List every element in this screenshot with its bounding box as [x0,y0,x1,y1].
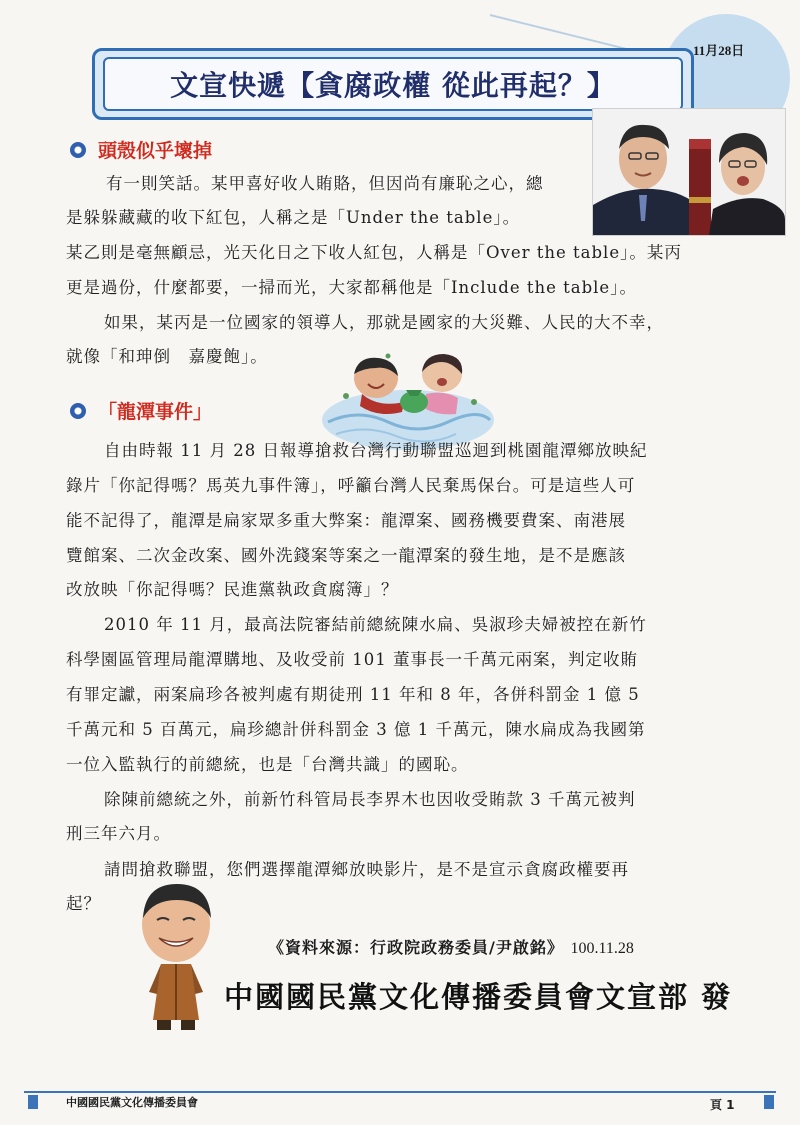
section-heading-text: 頭殼似乎壞掉 [98,140,213,162]
title-banner-inner [103,57,683,111]
paragraph-line: 一位入監執行的前總統，也是「台灣共識」的國恥。 [66,755,469,774]
caricature-avatar [135,880,217,1036]
caricature-graphic [135,880,217,1036]
paragraph-line: 千萬元和 5 百萬元，扁珍總計併科罰金 3 億 1 千萬元，陳水扁成為我國第 [66,720,646,739]
paragraph-line: 能不記得了，龍潭是扁家眾多重大弊案：龍潭案、國務機要費案、南港展 [66,511,626,530]
paragraph-line: 除陳前總統之外，前新竹科管局長李界木也因收受賄款 3 千萬元被判 [104,790,636,809]
paragraph-line: 刑三年六月。 [66,824,171,843]
politicians-photo [592,108,786,236]
paragraph-line: 是躲躲藏藏的收下紅包，人稱之是「Under the table」。 [66,208,521,227]
issue-date: 11月28日 [693,43,745,58]
politicians-photo-graphic [593,109,785,235]
paragraph-line: 請問搶救聯盟，您們選擇龍潭鄉放映影片，是不是宣示貪腐政權要再 [104,860,629,879]
paragraph-line: 起？ [66,894,101,913]
footer-organization: 中國國民黨文化傳播委員會 [66,1096,198,1109]
paragraph-line: 有一則笑話。某甲喜好收人賄賂，但因尚有廉恥之心，總 [106,174,544,193]
source-label: 《資料來源：行政院政務委員/尹啟銘》 [268,938,564,957]
paragraph-line: 科學園區管理局龍潭購地、及收受前 101 董事長一千萬元兩案，判定收賄 [66,650,638,669]
source-citation [268,935,634,958]
cartoon-graphic [318,350,494,454]
paragraph-line: 有罪定讞，兩案扁珍各被判處有期徒刑 11 年和 8 年，各併科罰金 1 億 5 [66,685,640,704]
page-number: 頁 1 [710,1098,735,1112]
paragraph-line: 2010 年 11 月，最高法院審結前總統陳水扁、吳淑珍夫婦被控在新竹 [104,615,647,634]
section-heading-2 [70,397,212,424]
footer-square-left [28,1095,38,1109]
cartoon-illustration [318,350,494,454]
footer-square-right [764,1095,774,1109]
paragraph-line: 改放映「你記得嗎？民進黨執政貪腐簿」？ [66,580,399,599]
blue-bullet-icon [70,403,86,419]
section-heading-text: 「龍潭事件」 [98,401,213,423]
paragraph-line: 覽館案、二次金改案、國外洗錢案等案之一龍潭案的發生地，是不是應該 [66,546,626,565]
blue-bullet-icon [70,142,86,158]
paragraph-line: 錄片「你記得嗎？馬英九事件簿」，呼籲台灣人民棄馬保台。可是這些人可 [66,476,636,495]
section-heading-1 [70,136,212,163]
paragraph-line: 如果，某丙是一位國家的領導人，那就是國家的大災難、人民的大不幸， [104,313,664,332]
footer-rule [24,1091,776,1093]
source-date: 100.11.28 [570,940,634,957]
paragraph-line: 更是過份，什麼都要，一掃而光，大家都稱他是「Include the table」。 [66,278,637,297]
page-title: 文宣快遞【貪腐政權 從此再起？】 [170,69,616,102]
paragraph-line: 自由時報 11 月 28 日報導搶救台灣行動聯盟巡迴到桃園龍潭鄉放映紀 [104,441,648,460]
issuer-signature: 中國國民黨文化傳播委員會文宣部 發 [224,980,733,1014]
paragraph-line: 就像「和珅倒 嘉慶飽」。 [66,347,268,366]
paragraph-line: 某乙則是毫無顧忌，光天化日之下收人紅包，人稱是「Over the table」。某丙 [66,243,682,262]
